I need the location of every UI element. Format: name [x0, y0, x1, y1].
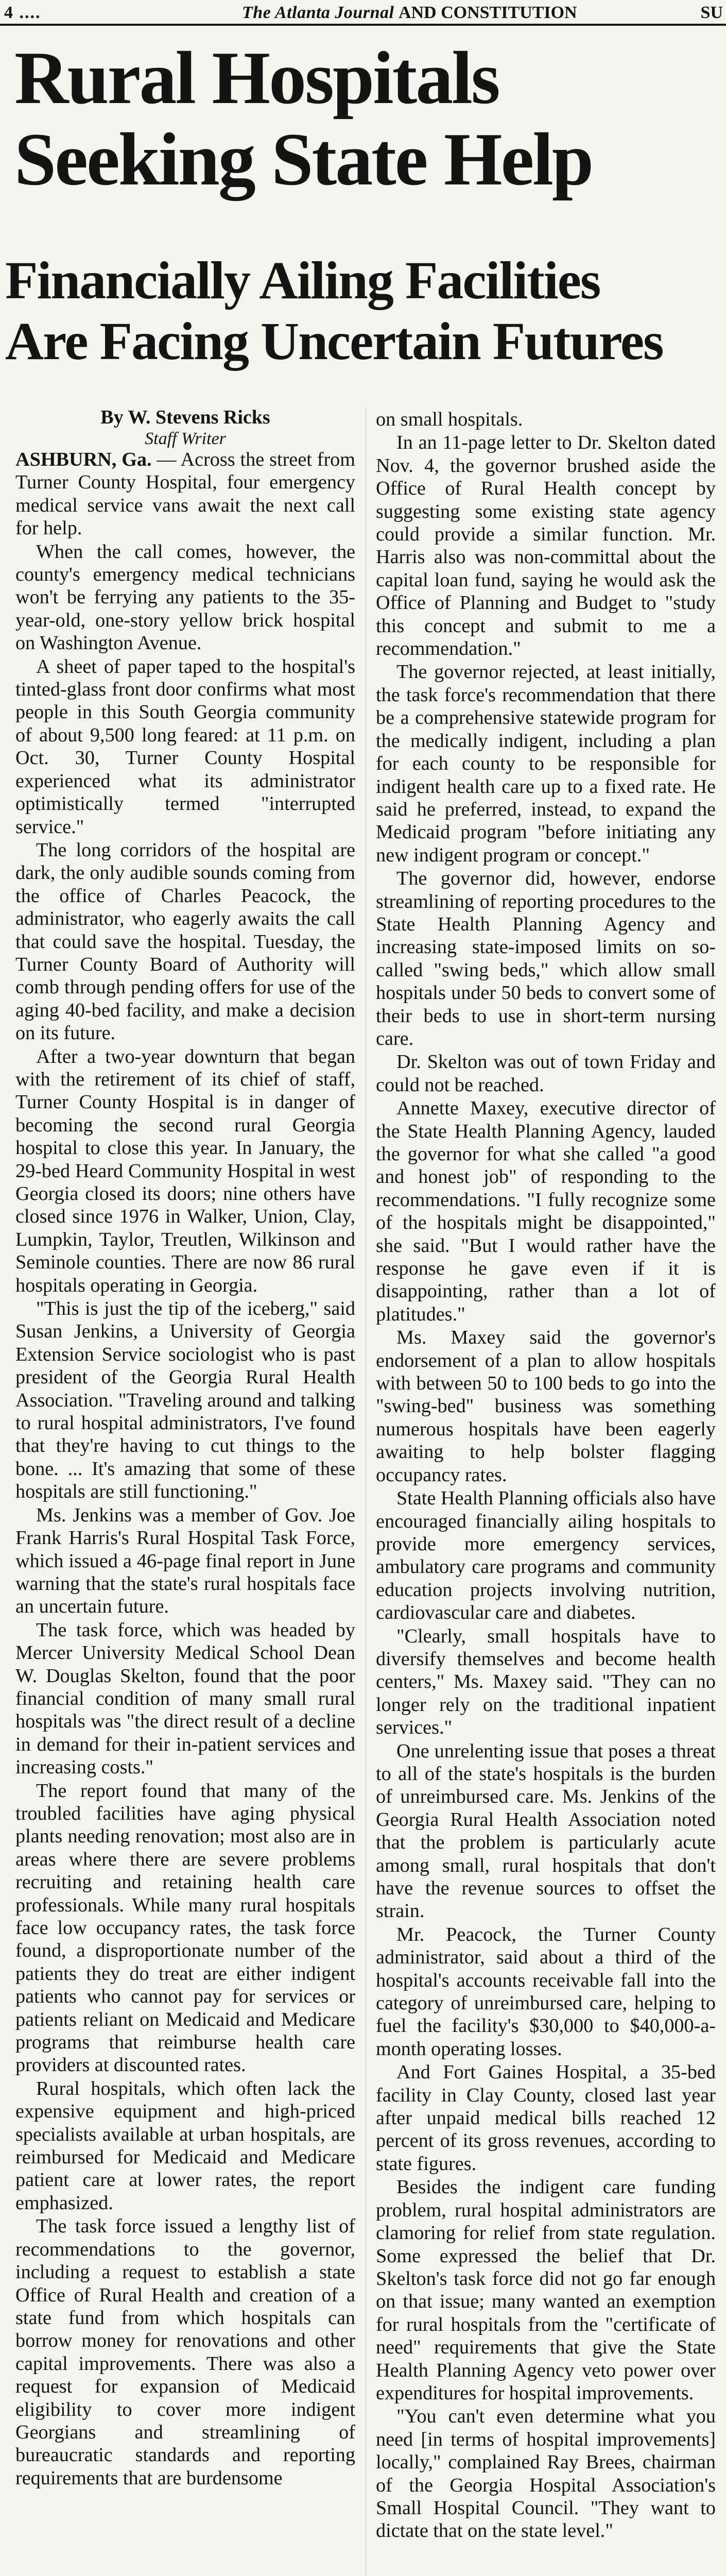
- continuation-line: on small hospitals.: [376, 409, 523, 430]
- article-paragraph: "This is just the tip of the iceberg," said Susan Jenkins, a University of Georgia Extension Service sociologist who is past president of the Georgia Rural Health Association. "Traveling around and talking to rural hospital administrators, I've found that they're having to cut things to the bone. ... It's amazing that some of these hospitals are still functioning.": [15, 1298, 355, 1503]
- article-paragraph: And Fort Gaines Hospital, a 35-bed facility in Clay County, closed last year after unpaid medical bills reached 12 percent of its gross revenues, according to state figures.: [376, 2061, 716, 2175]
- article-paragraph: The task force issued a lengthy list of recommendations to the governor, including a request to establish a state Office of Rural Health and creation of a state fund from which hospitals can borrow money for renovations and other capital improvements. There was also a request for expansion of Medicaid eligibility to cover more indigent Georgians and streamlining of bureaucratic standards and reporting requirements that are burdensome: [15, 2215, 355, 2489]
- article-paragraph: The report found that many of the troubled facilities have aging physical plants needing renovation; most also are in areas where there are severe problems recruiting and retaining health care professionals. While many rural hospitals face low occupancy rates, the task force found, a disproportionate number of the patients they do treat are either indigent patients who cannot pay for services or patients reliant on Medicaid and Medicare programs that reimburse health care providers at discounted rates.: [15, 1780, 355, 2076]
- sub-headline: [5, 250, 721, 372]
- article-paragraph: When the call comes, however, the county's emergency medical technicians won't be ferrying any patients to the 35-year-old, one-story yellow brick hospital on Washington Avenue.: [15, 540, 355, 654]
- page-number: 4 ....: [4, 3, 41, 22]
- newspaper-name: [242, 3, 577, 23]
- article-paragraph: In an 11-page letter to Dr. Skelton dated Nov. 4, the governor brushed aside the Office of Rural Health concept by suggesting some existing state agency could provide a similar function. Mr. Harris also was non-committal about the capital loan fund, saying he would ask the Office of Planning and Budget to "study this concept and submit to me a recommendation.": [376, 432, 716, 660]
- article-paragraph: State Health Planning officials also have encouraged financially ailing hospitals to provide more emergency services, ambulatory care programs and community education projects involving nutrition, cardiovascular care and diabetes.: [376, 1487, 716, 1624]
- article-paragraph: The governor rejected, at least initially, the task force's recommendation that there be a comprehensive statewide program for the medically indigent, including a plan for each county to be responsible for indigent health care up to a fixed rate. He said he preferred, instead, to expand the Medicaid program "before initiating any new indigent program or concept.": [376, 661, 716, 866]
- article-column-left: [15, 448, 355, 2490]
- article-paragraph: The task force, which was headed by Mercer University Medical School Dean W. Douglas Skelton, found that the poor financial condition of many small rural hospitals was "the direct result of a decline in demand for their in-patient services and increasing costs.": [15, 1619, 355, 1778]
- article-paragraph: [15, 448, 355, 540]
- article-paragraph: Ms. Jenkins was a member of Gov. Joe Frank Harris's Rural Hospital Task Force, which issued a 46-page final report in June warning that the state's rural hospitals face an uncertain future.: [15, 1504, 355, 1618]
- article-paragraph: The governor did, however, endorse streamlining of reporting procedures to the State Health Planning Agency and increasing state-imposed limits on so-called "swing beds," which allow small hospitals under 50 beds to convert some of their beds to use in short-term nursing care.: [376, 868, 716, 1049]
- article-paragraph: One unrelenting issue that poses a threat to all of the state's hospitals is the burden of unreimbursed care. Ms. Jenkins of the Georgia Rural Health Association noted that the problem is particularly acute among small, rural hospitals that don't have the revenue sources to offset the strain.: [376, 1740, 716, 1922]
- article-paragraph: Annette Maxey, executive director of the State Health Planning Agency, lauded the governor for what she called "a good and honest job" of responding to the recommendations. "I fully recognize some of the hospitals might be disappointed," she said. "But I would rather have the response he gave even if it is disappointing, rather than a lot of platitudes.": [376, 1097, 716, 1325]
- article-column-right: [376, 408, 716, 2543]
- article-paragraph: After a two-year downturn that began with the retirement of its chief of staff, Turner County Hospital is in danger of becoming the second rural Georgia hospital to close this year. In January, the 29-bed Heard Community Hospital in west Georgia closed its doors; nine others have closed since 1976 in Walker, Union, Clay, Lumpkin, Taylor, Treutlen, Wilkinson and Seminole counties. There are now 86 rural hospitals operating in Georgia.: [15, 1045, 355, 1296]
- main-headline-line-1: Rural Hospitals: [14, 36, 499, 120]
- article-paragraph: "Clearly, small hospitals have to diversify themselves and become health centers," Ms. Maxey said. "They can no longer rely on the traditional inpatient services.": [376, 1625, 716, 1739]
- main-headline: [14, 37, 720, 200]
- dateline: ASHBURN, Ga.: [15, 449, 152, 470]
- article-paragraph: Rural hospitals, which often lack the expensive equipment and high-priced specialists available at urban hospitals, are reimbursed for Medicaid and Medicare patient care at lower rates, the report emphasized.: [15, 2077, 355, 2214]
- article-paragraph: Besides the indigent care funding problem, rural hospital administrators are clamoring for relief from state regulation. Some expressed the belief that Dr. Skelton's task force did not go far enough on that issue; many wanted an exemption for rural hospitals from the "certificate of need" requirements that give the State Health Planning Agency veto power over expenditures for hospital improvements.: [376, 2176, 716, 2404]
- masthead-suffix: AND CONSTITUTION: [398, 3, 577, 22]
- byline: [15, 406, 355, 449]
- article-paragraph: "You can't even determine what you need [in terms of hospital improvements] locally," complained Ray Brees, chairman of the Georgia Hospital Association's Small Hospital Council. "They want to dictate that on the state level.": [376, 2405, 716, 2542]
- article-paragraph: A sheet of paper taped to the hospital's tinted-glass front door confirms what most people in this South Georgia community of about 9,500 long feared: at 11 p.m. on Oct. 30, Turner County Hospital experienced what its administrator optimistically termed "interrupted service.": [15, 655, 355, 838]
- article-paragraph: The long corridors of the hospital are dark, the only audible sounds coming from the office of Charles Peacock, the administrator, who eagerly awaits the call that could save the hospital. Tuesday, the Turner County Board of Authority will comb through pending offers for use of the aging 40-bed facility, and make a decision on its future.: [15, 839, 355, 1044]
- day-label: SU: [700, 3, 723, 22]
- sub-headline-line-2: Are Facing Uncertain Futures: [5, 312, 663, 371]
- running-header: [0, 0, 726, 26]
- main-headline-line-2: Seeking State Help: [14, 117, 593, 201]
- byline-role: Staff Writer: [145, 429, 226, 448]
- article-paragraph: Mr. Peacock, the Turner County administrator, said about a third of the hospital's accounts receivable fall into the category of unreimbursed care, helping to fuel the facility's $30,000 to $40,000-a-month operating losses.: [376, 1923, 716, 2060]
- article-paragraph: Ms. Maxey said the governor's endorsement of a plan to allow hospitals with between 50 to 100 beds to go into the "swing-bed" business was something numerous hospitals have been eagerly awaiting to help bolster flagging occupancy rates.: [376, 1327, 716, 1486]
- article-paragraph: Dr. Skelton was out of town Friday and could not be reached.: [376, 1051, 716, 1096]
- masthead: The Atlanta Journal: [242, 3, 394, 22]
- sub-headline-line-1: Financially Ailing Facilities: [5, 251, 600, 310]
- byline-name: By W. Stevens Ricks: [100, 406, 270, 428]
- dateline-paragraph: ASHBURN, Ga. — Across the street from Turner County Hospital, four emergency medical service vans await the next call for help.: [15, 449, 355, 539]
